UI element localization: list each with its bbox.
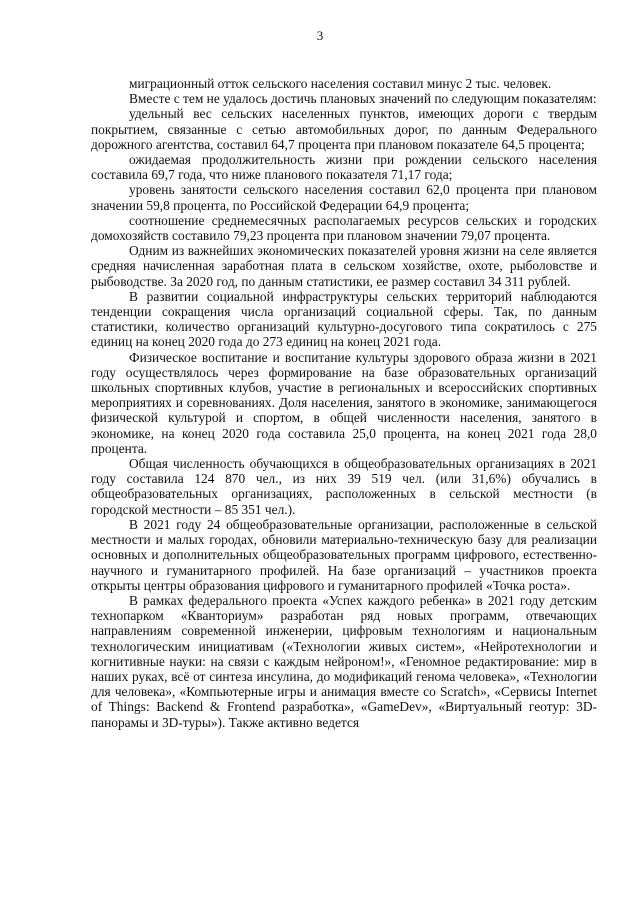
- paragraph-social-infrastructure: В развитии социальной инфраструктуры сельских территорий наблюдаются тенденции сокращения числа организаций социальной сферы. Так, по данным статистики, количество организаций культурно-досугового типа сократилось с 275 единиц на конец 2020 года до 273 единиц на конец 2021 года.: [91, 288, 597, 350]
- paragraph-kvantorium-programs: В рамках федерального проекта «Успех каждого ребенка» в 2021 году детским технопарком «Кванториум» разработан ряд новых программ, отвечающих направлениям современной инженерии, цифровым технологиям и национальным технологическим инициативам («Технологии живых систем», «Нейротехнологии и когнитивные науки: на связи с каждым нейроном!», «Геномное редактирование: мир в наших руках, всё от синтеза инсулина, до модификаций генома человека», «Технологии для человека», «Компьютерные игры и анимация вместе со Scratch», «Сервисы Internet of Things: Backend & Frontend разработка», «GameDev», «Виртуальный геотур: 3D-панорамы и 3D-туры»). Также активно ведется: [91, 592, 597, 730]
- paragraph-average-salary: Одним из важнейших экономических показателей уровня жизни на селе является средняя начисленная заработная плата в сельском хозяйстве, охоте, рыболовстве и рыбоводстве. За 2020 год, по данным статистики, ее размер составил 34 311 рублей.: [91, 243, 597, 289]
- paragraph-unmet-targets-intro: Вместе с тем не удалось достичь плановых значений по следующим показателям:: [129, 91, 597, 107]
- paragraph-physical-education: Физическое воспитание и воспитание культуры здорового образа жизни в 2021 году осуществлялось через формирование на базе образовательных организаций школьных спортивных клубов, участие в региональных и всероссийских спортивных мероприятиях и соревнованиях. Доля населения, занятого в экономике, занимающегося физической культурой и спортом, в общей численности населения, занятого в экономике, на конец 2020 года составила 25,0 процента, на конец 2021 года 28,0 процента.: [91, 349, 597, 456]
- paragraph-school-modernization: В 2021 году 24 общеобразовательные организации, расположенные в сельской местности и малых городах, обновили материально-техническую базу для реализации основных и дополнительных общеобразовательных программ цифрового, естественно-научного и гуманитарного профилей. На базе организаций – участников проекта открыты центры образования цифрового и гуманитарного профилей «Точка роста».: [91, 516, 597, 593]
- paragraph-roads-share: удельный вес сельских населенных пунктов, имеющих дороги с твердым покрытием, связанные с сетью автомобильных дорог, по данным Федерального дорожного агентства, составил 64,7 процента при плановом показателе 64,5 процента;: [91, 106, 597, 152]
- page-number: 3: [316, 28, 324, 43]
- paragraph-household-resources: соотношение среднемесячных располагаемых ресурсов сельских и городских домохозяйств составило 79,23 процента при плановом значении 79,07 процента.: [91, 212, 597, 244]
- paragraph-migration: миграционный отток сельского населения составил минус 2 тыс. человек.: [129, 76, 552, 91]
- paragraph-life-expectancy: ожидаемая продолжительность жизни при рождении сельского населения составила 69,7 года, что ниже планового показателя 71,17 года;: [91, 152, 597, 183]
- paragraph-employment-level: уровень занятости сельского населения составил 62,0 процента при плановом значении 59,8 процента, по Российской Федерации 64,9 процента;: [91, 182, 597, 213]
- paragraph-student-count: Общая численность обучающихся в общеобразовательных организациях в 2021 году составила 124 870 чел., из них 39 519 чел. (или 31,6%) обучались в общеобразовательных организациях, расположенных в сельской местности (в городской местности – 85 351 чел.).: [91, 456, 597, 517]
- document-body: [91, 76, 597, 730]
